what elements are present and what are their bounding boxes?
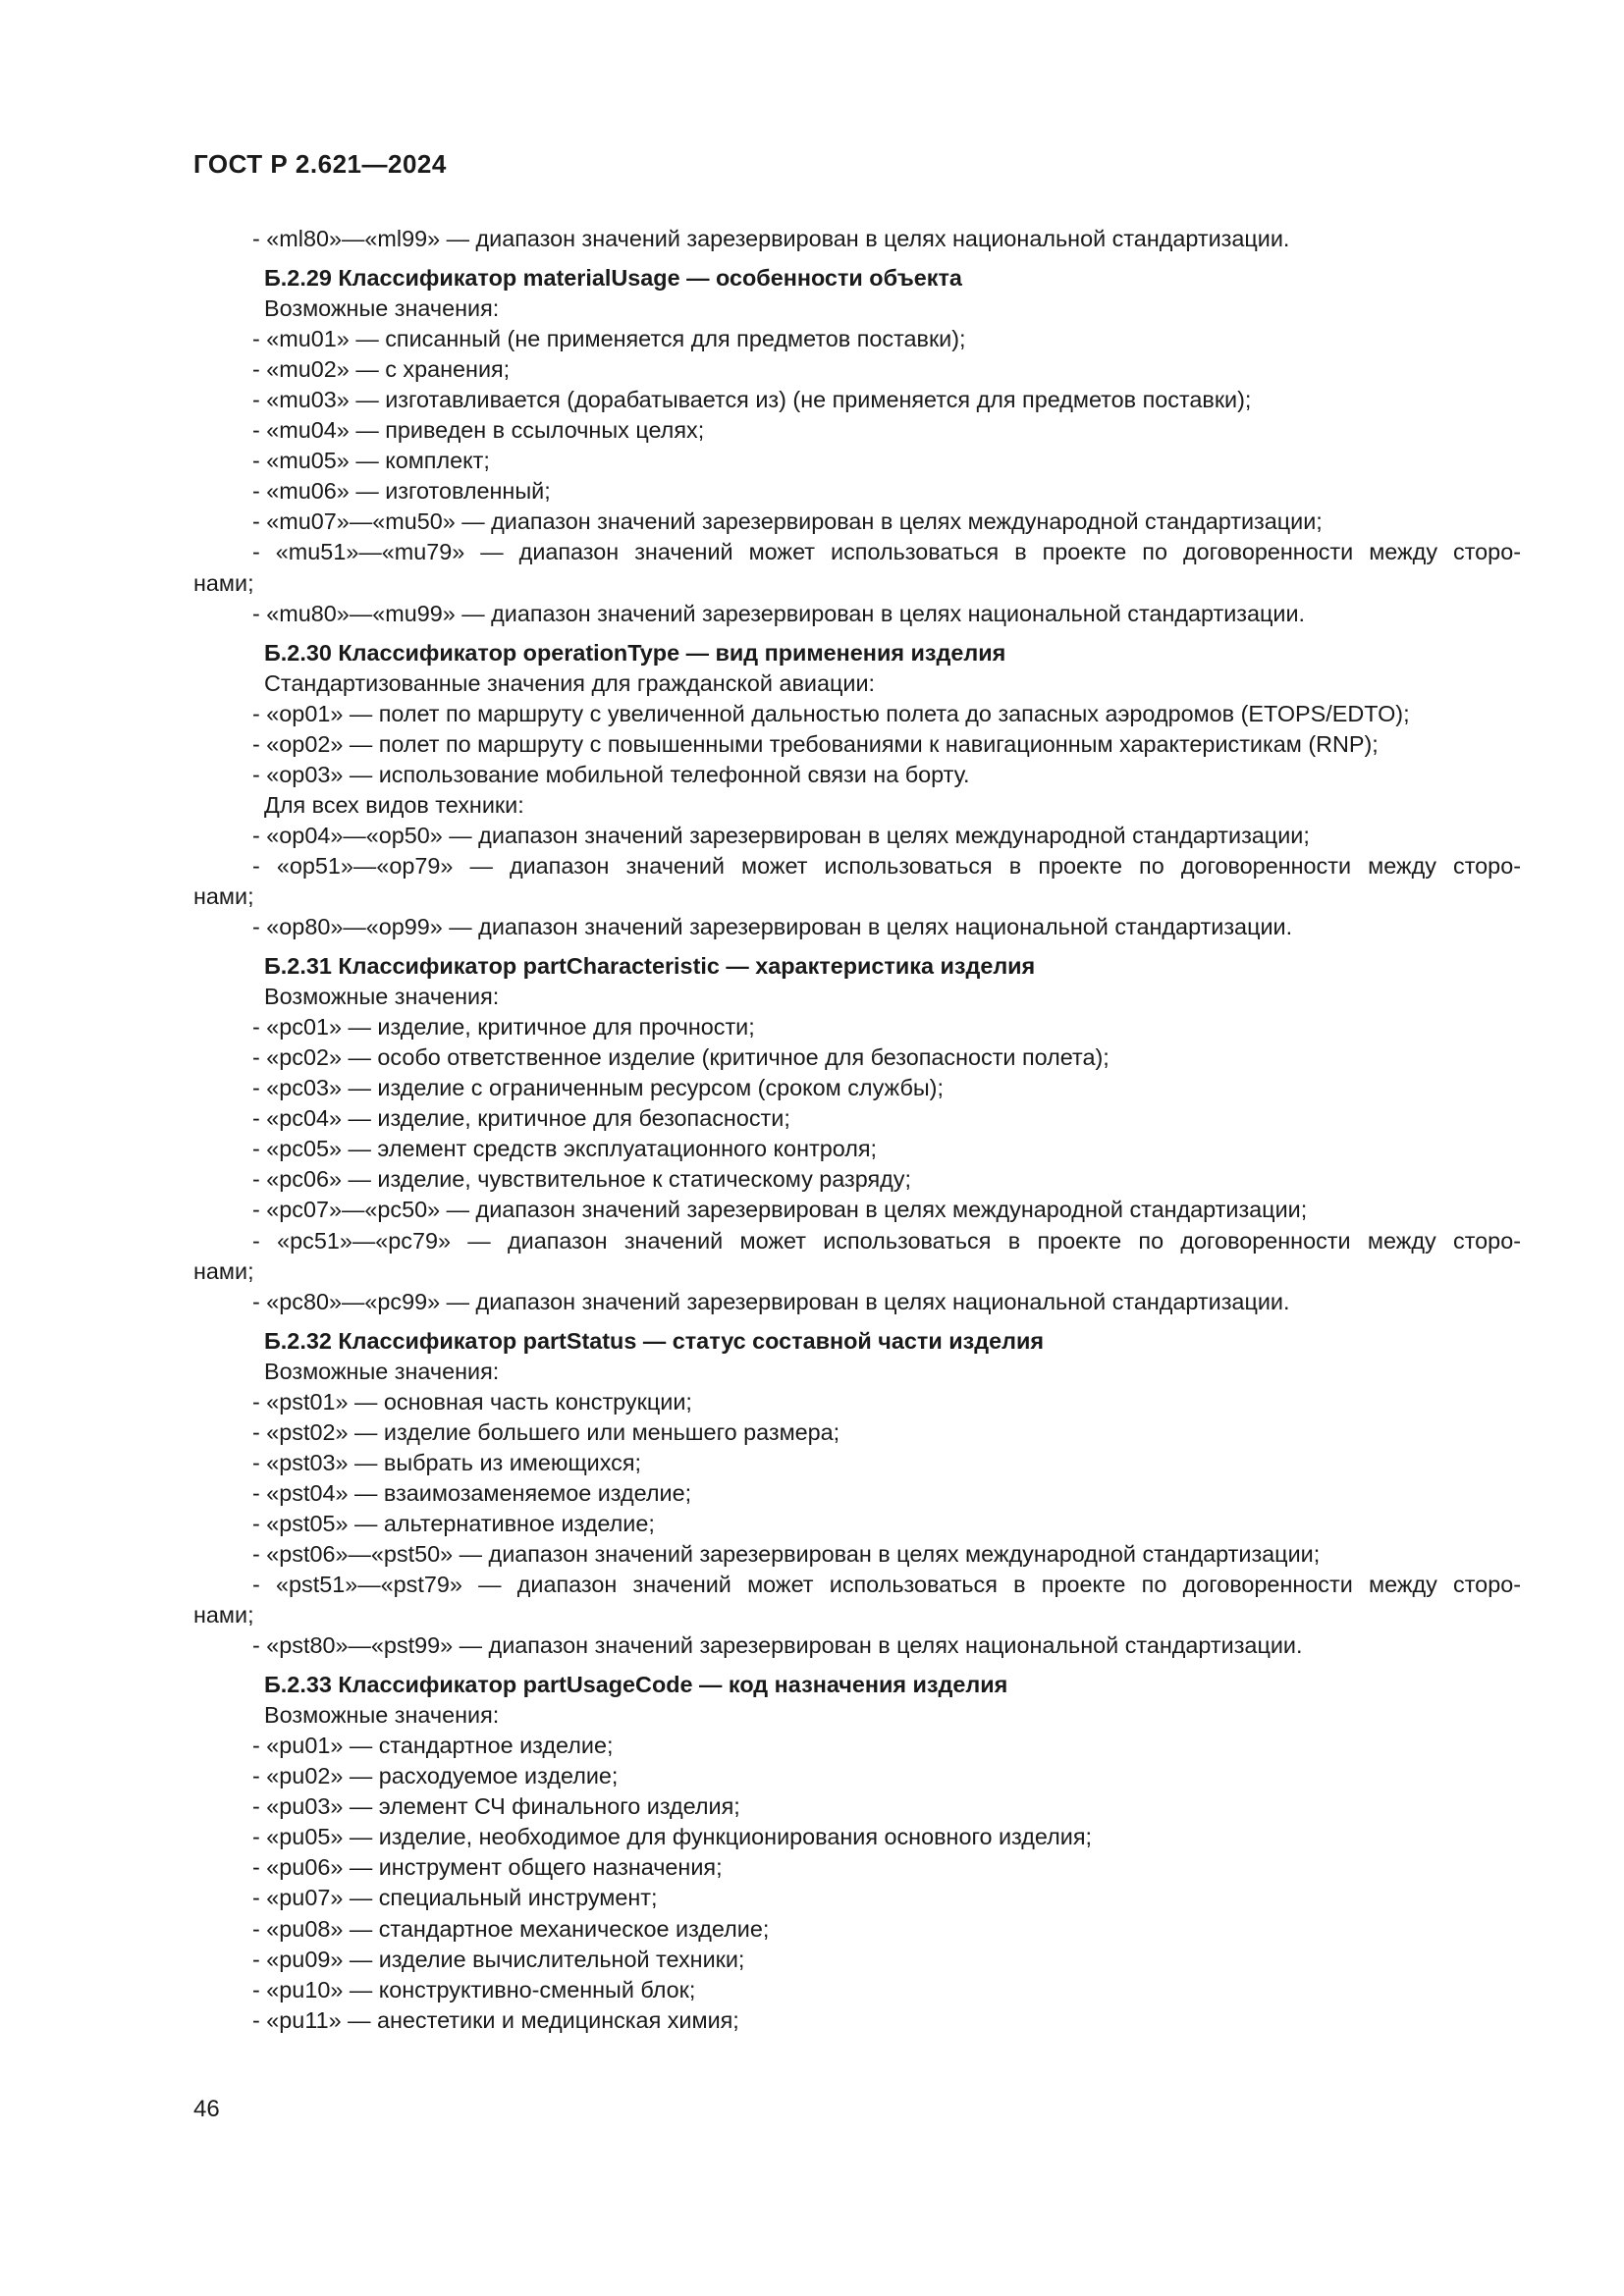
section-heading: Б.2.29 Классификатор materialUsage — особенности объекта <box>264 265 962 292</box>
paragraph-line: Для всех видов техники: <box>264 791 524 818</box>
paragraph-line: Возможные значения: <box>264 295 500 322</box>
list-item: - «pc03» — изделие с ограниченным ресурсом (сроком службы); <box>252 1075 944 1101</box>
list-item: - «op04»—«op50» — диапазон значений зарезервирован в целях международной стандартизации; <box>252 822 1310 848</box>
list-item: - «pst03» — выбрать из имеющихся; <box>252 1449 642 1475</box>
list-item-continuation: нами; <box>193 1257 254 1284</box>
paragraph-line: Возможные значения: <box>264 1358 500 1384</box>
list-item: - «ml80»—«ml99» — диапазон значений зарезервирован в целях национальной стандартизации. <box>252 226 1290 251</box>
list-item: - «pc02» — особо ответственное изделие (критичное для безопасности полета); <box>252 1044 1110 1071</box>
list-item: - «pu07» — специальный инструмент; <box>252 1885 658 1911</box>
list-item: - «mu80»—«mu99» — диапазон значений зарезервирован в целях национальной стандартизации. <box>252 600 1306 626</box>
list-item: - «op51»—«op79» — диапазон значений может использоваться в проекте по договоренности между сторо- <box>252 852 1521 879</box>
list-item: - «pu02» — расходуемое изделие; <box>252 1763 619 1789</box>
list-item: - «mu04» — приведен в ссылочных целях; <box>252 417 705 444</box>
list-item: - «pu10» — конструктивно-сменный блок; <box>252 1976 696 2002</box>
list-item: - «mu51»—«mu79» — диапазон значений может использоваться в проекте по договоренности между сторо- <box>252 539 1521 565</box>
list-item: - «mu01» — списанный (не применяется для предметов поставки); <box>252 326 966 352</box>
list-item: - «pst51»—«pst79» — диапазон значений может использоваться в проекте по договоренности между сторо- <box>252 1572 1521 1598</box>
list-item: - «mu02» — с хранения; <box>252 356 511 383</box>
list-item: - «pu09» — изделие вычислительной техники; <box>252 1946 745 1972</box>
list-item: - «pst02» — изделие большего или меньшего размера; <box>252 1418 840 1445</box>
list-item: - «op03» — использование мобильной телефонной связи на борту. <box>252 761 970 787</box>
list-item: - «pc01» — изделие, критичное для прочности; <box>252 1014 755 1041</box>
list-item: - «pst06»—«pst50» — диапазон значений зарезервирован в целях международной стандартизации; <box>252 1540 1321 1567</box>
list-item: - «mu03» — изготавливается (дорабатывается из) (не применяется для предметов поставки); <box>252 387 1252 413</box>
section-heading: Б.2.31 Классификатор partCharacteristic — характеристика изделия <box>264 953 1036 980</box>
list-item: - «mu06» — изготовленный; <box>252 478 551 505</box>
document-body <box>193 224 1521 2036</box>
paragraph-line: Стандартизованные значения для гражданской авиации: <box>264 669 876 696</box>
document-header: ГОСТ Р 2.621—2024 <box>193 149 447 179</box>
paragraph-line: Возможные значения: <box>264 1702 500 1729</box>
list-item: - «pc07»—«pc50» — диапазон значений зарезервирован в целях международной стандартизации; <box>252 1197 1308 1223</box>
list-item: - «pc04» — изделие, критичное для безопасности; <box>252 1105 790 1132</box>
list-item: - «pst01» — основная часть конструкции; <box>252 1388 692 1415</box>
list-item: - «pst80»—«pst99» — диапазон значений зарезервирован в целях национальной стандартизации. <box>252 1632 1303 1659</box>
list-item-continuation: нами; <box>193 569 254 596</box>
list-item: - «mu07»—«mu50» — диапазон значений зарезервирован в целях международной стандартизации; <box>252 508 1323 535</box>
section-heading: Б.2.32 Классификатор partStatus — статус составной части изделия <box>264 1327 1044 1354</box>
list-item: - «pu08» — стандартное механическое изделие; <box>252 1915 770 1942</box>
list-item: - «pst05» — альтернативное изделие; <box>252 1510 655 1536</box>
list-item: - «op02» — полет по маршруту с повышенными требованиями к навигационным характеристикам (RNP); <box>252 730 1379 757</box>
list-item-continuation: нами; <box>193 882 254 909</box>
list-item: - «pc80»—«pc99» — диапазон значений зарезервирован в целях национальной стандартизации. <box>252 1288 1290 1314</box>
page-number: 46 <box>193 2096 220 2122</box>
list-item: - «op01» — полет по маршруту с увеличенной дальностью полета до запасных аэродромов (ETOPS/EDTO); <box>252 700 1410 726</box>
section-heading: Б.2.30 Классификатор operationType — вид применения изделия <box>264 639 1006 666</box>
list-item: - «pu03» — элемент СЧ финального изделия; <box>252 1793 740 1820</box>
list-item: - «pst04» — взаимозаменяемое изделие; <box>252 1479 692 1506</box>
list-item: - «pc51»—«pc79» — диапазон значений может использоваться в проекте по договоренности между сторо- <box>252 1227 1521 1254</box>
list-item: - «pu05» — изделие, необходимое для функционирования основного изделия; <box>252 1824 1093 1850</box>
list-item: - «pc06» — изделие, чувствительное к статическому разряду; <box>252 1166 912 1193</box>
list-item: - «pu01» — стандартное изделие; <box>252 1733 614 1759</box>
list-item: - «op80»—«op99» — диапазон значений зарезервирован в целях национальной стандартизации. <box>252 914 1293 940</box>
paragraph-line: Возможные значения: <box>264 984 500 1010</box>
list-item: - «pc05» — элемент средств эксплуатационного контроля; <box>252 1136 878 1162</box>
list-item-continuation: нами; <box>193 1602 254 1629</box>
list-item: - «pu06» — инструмент общего назначения; <box>252 1854 723 1881</box>
section-heading: Б.2.33 Классификатор partUsageCode — код назначения изделия <box>264 1672 1008 1698</box>
list-item: - «mu05» — комплект; <box>252 448 490 474</box>
list-item: - «pu11» — анестетики и медицинская химия; <box>252 2006 739 2033</box>
